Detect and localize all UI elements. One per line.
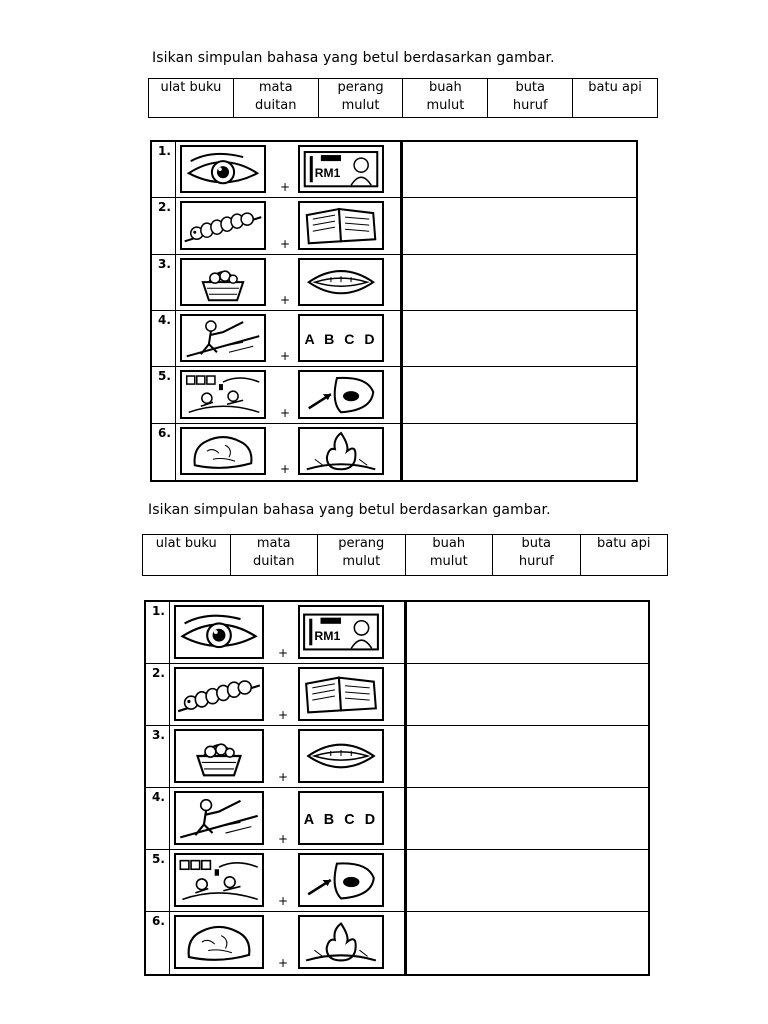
question-row [152,198,636,254]
fighting-soldier-icon [180,314,266,362]
open-book-icon [298,667,384,721]
money-note-icon [298,145,384,193]
mouth-icon [298,729,384,783]
word-bank-text: buta [515,80,545,95]
word-bank-text: buah [429,80,462,95]
question-number: 4. [152,311,176,366]
instruction-text: Isikan simpulan bahasa yang betul berdasarkan gambar. [148,502,551,518]
mouth-pointer-icon [298,370,384,418]
caterpillar-icon [174,667,264,721]
word-bank-cell [573,79,658,118]
fire-icon [298,427,384,475]
word-bank-text: buta [521,536,552,551]
word-bank-cell [405,535,493,576]
question-row [146,602,648,664]
word-bank-cell [318,79,403,118]
answer-cell[interactable] [407,726,648,787]
word-bank-text: mulut [342,554,381,569]
answer-cell[interactable] [407,912,648,974]
war-scene-icon [174,853,264,907]
word-bank-text: mulut [429,554,468,569]
question-table [144,600,650,976]
answer-cell[interactable] [407,788,648,849]
word-bank-table [142,534,668,576]
question-number: 5. [152,367,176,422]
question-row [152,367,636,423]
stone-icon [180,427,266,475]
caterpillar-icon [180,201,266,249]
word-bank-text: huruf [518,554,554,569]
question-row [146,912,648,974]
money-note-icon [298,605,384,659]
question-row [146,850,648,912]
word-bank-text: mulut [426,98,465,113]
question-row [152,142,636,198]
answer-cell[interactable] [407,850,648,911]
fruit-basket-icon [174,729,264,783]
alphabet-icon [298,791,384,845]
answer-cell[interactable] [403,255,636,310]
word-bank-cell [233,79,318,118]
mouth-pointer-icon [298,853,384,907]
mouth-icon [298,258,384,306]
word-bank-cell [149,79,234,118]
plus-sign: + [278,956,289,970]
question-row [146,726,648,788]
word-bank-cell [580,535,668,576]
word-bank-cell [230,535,318,576]
question-number: 1. [146,602,170,663]
question-number: 1. [152,142,176,197]
svg-text:A B C D: A B C D [303,812,379,829]
eye-icon [174,605,264,659]
plus-sign: + [280,236,291,251]
word-bank-table [148,78,658,118]
answer-cell[interactable] [403,198,636,253]
plus-sign: + [278,770,289,784]
plus-sign: + [280,292,291,307]
question-number: 5. [146,850,170,911]
alphabet-icon [298,314,384,362]
eye-icon [180,145,266,193]
fire-icon [298,915,384,969]
answer-cell[interactable] [403,367,636,422]
question-row [152,255,636,311]
question-number: 6. [146,912,170,974]
word-bank-text: duitan [255,98,297,113]
plus-sign: + [278,646,289,660]
word-bank-text: duitan [253,554,295,569]
stone-icon [174,915,264,969]
word-bank-text: perang [337,80,384,95]
svg-text:RM1: RM1 [314,166,341,181]
word-bank-text: huruf [512,98,548,113]
word-bank-text: batu api [588,80,642,95]
word-bank-text: perang [338,536,385,551]
answer-cell[interactable] [403,311,636,366]
answer-cell[interactable] [403,424,636,480]
question-number: 3. [152,255,176,310]
answer-cell[interactable] [407,602,648,663]
question-number: 4. [146,788,170,849]
instruction-text: Isikan simpulan bahasa yang betul berdasarkan gambar. [152,50,555,66]
word-bank-cell [143,535,231,576]
question-row [152,424,636,480]
war-scene-icon [180,370,266,418]
word-bank-text: batu api [596,536,651,551]
word-bank-cell [318,535,406,576]
word-bank-text: mata [258,80,293,95]
plus-sign: + [280,405,291,420]
question-row [146,664,648,726]
question-row [152,311,636,367]
plus-sign: + [280,180,291,195]
word-bank-text: ulat buku [155,536,217,551]
plus-sign: + [278,894,289,908]
word-bank-cell [403,79,488,118]
question-number: 6. [152,424,176,480]
question-row [146,788,648,850]
plus-sign: + [278,832,289,846]
svg-text:RM1: RM1 [314,629,341,644]
word-bank-cell [488,79,573,118]
question-number: 3. [146,726,170,787]
word-bank-text: mata [256,536,291,551]
fruit-basket-icon [180,258,266,306]
plus-sign: + [280,349,291,364]
open-book-icon [298,201,384,249]
answer-cell[interactable] [403,142,636,197]
answer-cell[interactable] [407,664,648,725]
word-bank-text: buah [432,536,466,551]
question-table [150,140,638,482]
question-number: 2. [146,664,170,725]
svg-text:A B C D: A B C D [304,331,378,348]
plus-sign: + [280,461,291,476]
word-bank-text: ulat buku [160,80,222,95]
plus-sign: + [278,708,289,722]
question-number: 2. [152,198,176,253]
fighting-soldier-icon [174,791,264,845]
word-bank-text: mulut [341,98,380,113]
word-bank-cell [493,535,581,576]
